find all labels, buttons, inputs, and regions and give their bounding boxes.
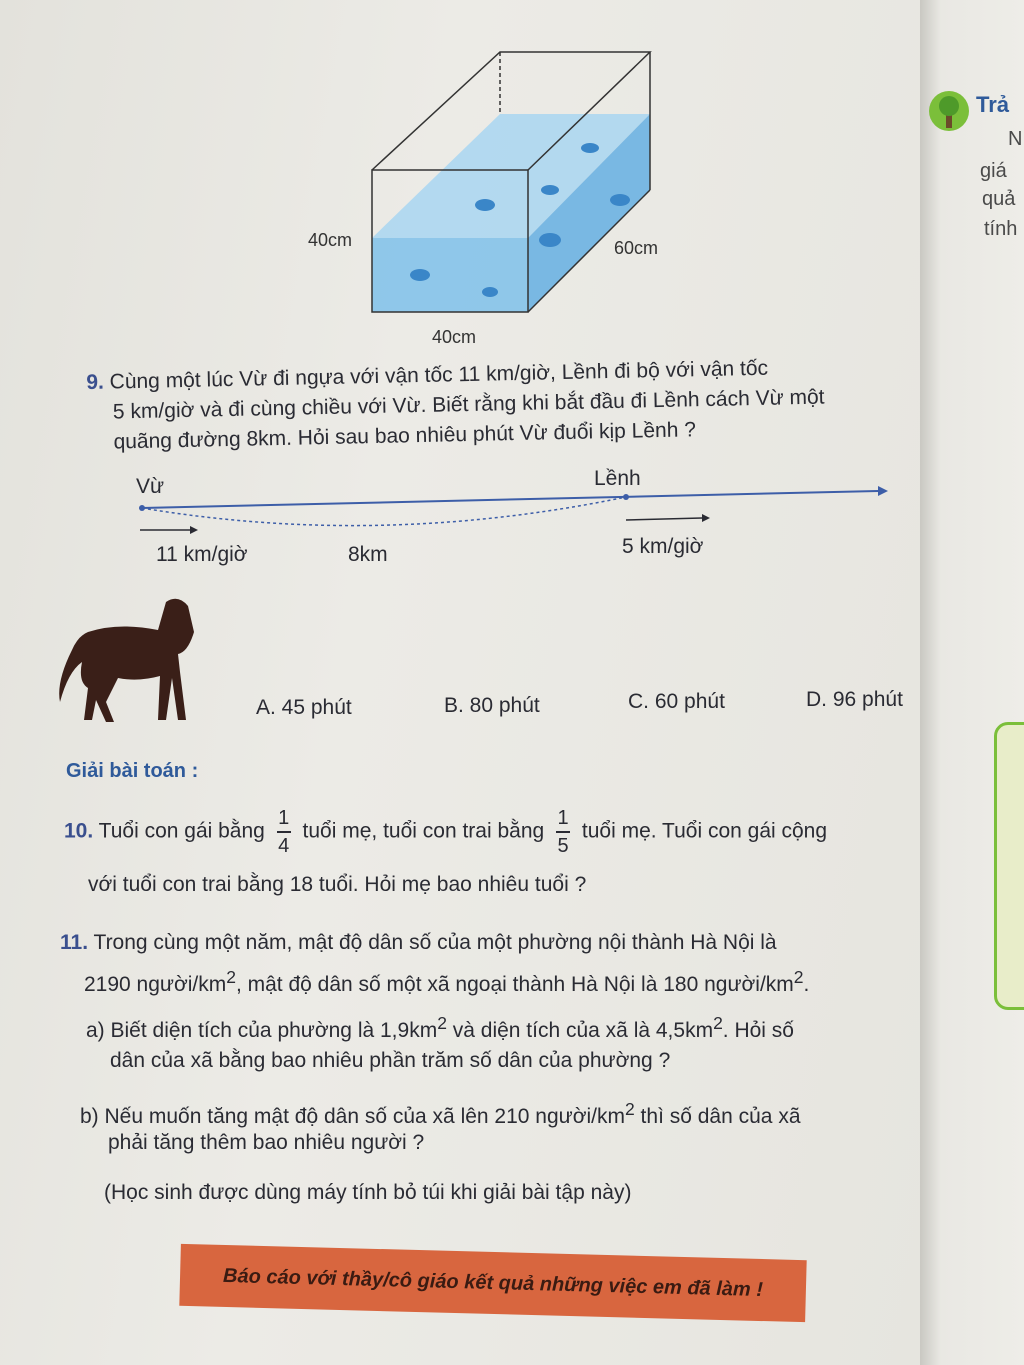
option-c[interactable]: C. 60 phút [628, 690, 725, 713]
diagram-distance: 8km [348, 543, 388, 566]
fish-tank-figure [300, 40, 680, 360]
superscript: 2 [624, 1099, 635, 1119]
question-9-line2: 5 km/giờ và đi cùng chiều với Vừ. Biết rằng khi bắt đầu đi Lềnh cách Vừ một [112, 385, 825, 424]
q11b-part1: b) Nếu muốn tăng mật độ dân số của xã lên 210 người/km [80, 1105, 625, 1128]
option-a[interactable]: A. 45 phút [256, 696, 352, 719]
horse-illustration [48, 592, 198, 727]
tank-width-label: 40cm [432, 327, 477, 347]
question-9-number: 9. [86, 370, 105, 394]
diagram-speed-lenh: 5 km/giờ [622, 535, 704, 558]
fraction-denominator: 5 [557, 835, 569, 857]
question-11-number: 11. [60, 931, 89, 954]
question-10 [64, 808, 827, 856]
fraction-numerator: 1 [557, 807, 569, 829]
superscript: 2 [713, 1013, 723, 1033]
fraction-one-quarter [277, 808, 291, 856]
question-11a-line2: dân của xã bằng bao nhiêu phần trăm số dân của phường ? [110, 1049, 671, 1072]
tank-height-label: 40cm [308, 230, 353, 250]
question-9 [86, 353, 825, 458]
right-page-edge [920, 0, 1024, 1365]
q11b-part2: thì số dân của xã [634, 1105, 801, 1128]
superscript: 2 [226, 967, 236, 987]
question-10-part3: tuổi mẹ. Tuổi con gái cộng [581, 819, 828, 843]
q11a-part3: . Hỏi số [722, 1019, 794, 1042]
right-page-word2: quả [982, 188, 1016, 210]
question-10-number: 10. [64, 819, 94, 843]
question-11b-line1 [80, 1094, 801, 1132]
right-page-title: Trả [976, 92, 1010, 117]
question-11-line2 [84, 962, 809, 1000]
superscript: 2 [793, 967, 804, 987]
right-page-word3: tính [984, 218, 1018, 240]
question-11-note: (Học sinh được dùng máy tính bỏ túi khi giải bài tập này) [104, 1181, 632, 1204]
superscript: 2 [437, 1013, 447, 1033]
report-banner: Báo cáo với thầy/cô giáo kết quả những việc em đã làm ! [179, 1244, 806, 1322]
fraction-numerator: 1 [278, 807, 290, 829]
question-11a-line1 [86, 1008, 794, 1046]
question-11b-line2: phải tăng thêm bao nhiêu người ? [108, 1131, 425, 1154]
q11a-part1: a) Biết diện tích của phường là 1,9km [86, 1019, 438, 1042]
question-11-line1 [60, 928, 777, 958]
chase-diagram [130, 478, 890, 548]
period: . [803, 973, 810, 996]
option-d[interactable]: D. 96 phút [806, 688, 903, 711]
question-11-text: Trong cùng một năm, mật độ dân số của một phường nội thành Hà Nội là [93, 931, 777, 954]
fraction-denominator: 4 [278, 835, 290, 857]
option-b[interactable]: B. 80 phút [444, 694, 540, 717]
density-ward: 2190 người/km [84, 973, 227, 996]
tree-icon [926, 88, 972, 134]
fraction-one-fifth [556, 808, 570, 856]
question-9-line1: Cùng một lúc Vừ đi ngựa với vận tốc 11 km/giờ, Lềnh đi bộ với vận tốc [109, 356, 769, 394]
density-commune: , mật độ dân số một xã ngoại thành Hà Nội là 180 người/km [235, 973, 794, 996]
right-page-word1: giá [980, 160, 1007, 182]
question-10-line2: với tuổi con trai bằng 18 tuổi. Hỏi mẹ bao nhiêu tuổi ? [88, 873, 587, 896]
diagram-speed-vu: 11 km/giờ [156, 543, 248, 566]
diagram-label-lenh: Lềnh [594, 467, 641, 490]
diagram-label-vu: Vừ [136, 475, 165, 498]
green-side-panel [994, 722, 1024, 1010]
q11a-part2: và diện tích của xã là 4,5km [446, 1019, 714, 1042]
solve-heading: Giải bài toán : [66, 760, 199, 782]
question-9-line3: quãng đường 8km. Hỏi sau bao nhiêu phút Vừ đuổi kịp Lềnh ? [113, 418, 697, 454]
right-page-letter: N [1008, 128, 1023, 150]
question-10-part2: tuổi mẹ, tuổi con trai bằng [302, 819, 545, 843]
question-10-part1: Tuổi con gái bằng [98, 819, 265, 843]
tank-length-label: 60cm [614, 238, 659, 258]
